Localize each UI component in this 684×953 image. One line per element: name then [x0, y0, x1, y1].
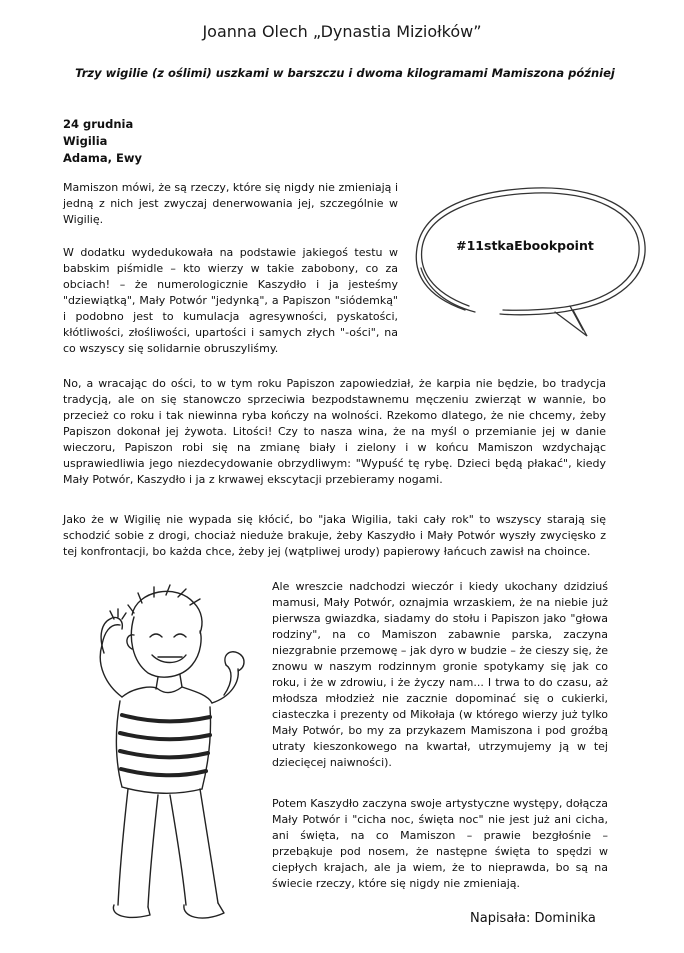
bubble-hashtag: #11stkaEbookpoint: [456, 238, 594, 253]
paragraph-3: No, a wracając do ości, to w tym roku Papiszon zapowiedział, że karpia nie będzie, bo tradycja tradycją, ale on się stanowczo sprzeciwia bezpodstawnemu męczeniu zwierząt w wannie, bo przecież co roku i tak niewinna ryba kończy na wolności. Rzekomo dlatego, że nie chcemy, żeby Papiszon dokonał jej żywota. Litości! Czy to nasza wina, że na myśl o przemianie jej w danie wieczoru, Papiszon robi się na zmianę biały i zielony i w końcu Mamiszon wzdychając usprawiedliwia jego niezdecydowanie obrzydliwym: "Wypuść tę rybę. Dzieci będą płakać", kiedy Mały Potwór, Kaszydło i ja z krwawej ekscytacji przebieramy nogami.: [63, 377, 606, 486]
boy-illustration-icon: [62, 575, 267, 935]
date-line: 24 grudnia: [63, 117, 134, 131]
paragraph-5: Ale wreszcie nadchodzi wieczór i kiedy ukochany dzidziuś mamusi, Mały Potwór, oznajmia wrzaskiem, że na niebie już pierwsza gwiazdka, siadamy do stołu i Papiszon jako "głowa rodziny", na co Mamiszon zabawnie parska, zaczyna niezgrabnie przemowę – jak dyro w budzie – że cieszy się, że znowu w naszym rodzinnym gronie spotykamy się jak co roku, i że w zdrowiu, i że życzy nam... I trwa to do czasu, aż młodsza młodzież nie zacznie dopominać się o cukierki, ciasteczka i prezenty od Mikołaja (w którego wierzy już tylko Mały Potwór, bo my za przykazem Mamiszona i pod groźbą utraty kieszonkowego na kwartał, utrzymujemy ją w tej dziecięcej naiwności).: [272, 580, 608, 769]
page-title: Joanna Olech „Dynastia Miziołków”: [202, 22, 482, 41]
paragraph-1: Mamiszon mówi, że są rzeczy, które się nigdy nie zmieniają i jedną z nich jest zwyczaj denerwowania jej, szczególnie w Wigilię.: [63, 181, 398, 226]
holiday-line: Wigilia: [63, 134, 108, 148]
paragraph-4: Jako że w Wigilię nie wypada się kłócić, bo "jaka Wigilia, taki cały rok" to wszyscy starają się schodzić sobie z drogi, chociaż nieduże brakuje, żeby Kaszydło i Mały Potwór wyszły zwycięsko z tej konfrontacji, bo każda chce, żeby jej (wątpliwej urody) papierowy łańcuch zawisł na choince.: [63, 513, 606, 558]
paragraph-2: W dodatku wydedukowała na podstawie jakiegoś testu w babskim piśmidle – kto wierzy w takie zabobony, co za obciach! – że numerologicznie Kaszydło i ja jesteśmy "dziewiątką", Mały Potwór "jedynką", a Papiszon "siódemką" i podobno jest to kumulacja agresywności, pyskatości, kłótliwości, złośliwości, upartości i samych złych "-ości", na co wszyscy się solidarnie obruszyliśmy.: [63, 246, 398, 355]
speech-bubble-icon: [405, 178, 655, 338]
name-day-line: Adama, Ewy: [63, 151, 142, 165]
article-subtitle: Trzy wigilie (z oślimi) uszkami w barszczu i dwoma kilogramami Mamiszona później: [75, 66, 615, 80]
paragraph-6: Potem Kaszydło zaczyna swoje artystyczne występy, dołącza Mały Potwór i "cicha noc, święta noc" nie jest już ani cicha, ani święta, na co Mamiszon – prawie bezgłośnie – przebąkuje pod nosem, że następne święta to spędzi w ciepłych krajach, ale ja wiem, że to nieprawda, bo są na świecie rzeczy, które się nigdy nie zmieniają.: [272, 797, 608, 890]
signature: Napisała: Dominika: [470, 911, 596, 926]
date-block: [63, 116, 142, 167]
